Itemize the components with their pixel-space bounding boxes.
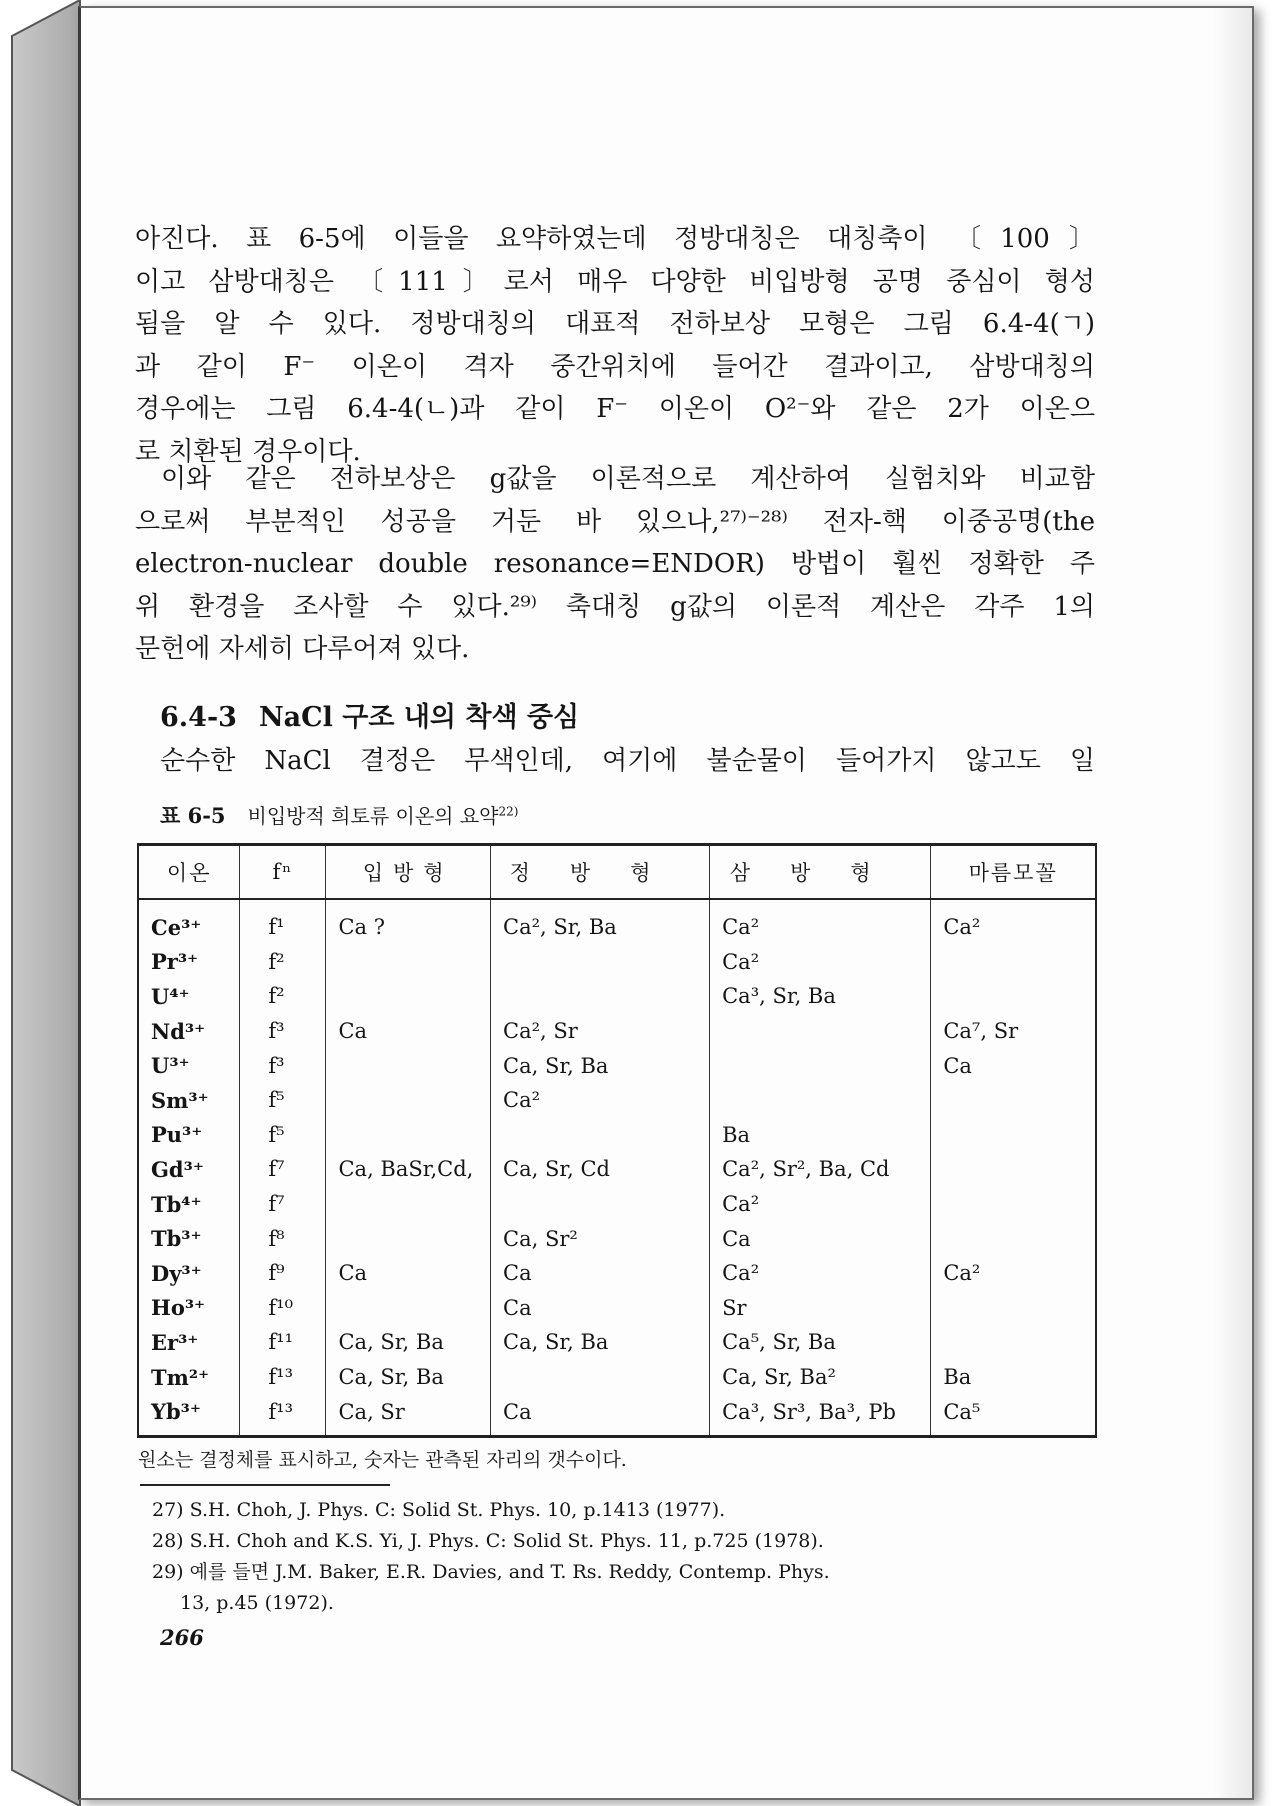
- table-row: [138, 1325, 1096, 1360]
- cell-ion: Pu³⁺: [138, 1118, 240, 1153]
- header-cubic: 입방형: [326, 845, 491, 900]
- cell-fn: f⁵: [240, 1118, 326, 1153]
- cell-fn: f²: [240, 979, 326, 1014]
- cell-trigonal: Ca⁵, Sr, Ba: [710, 1325, 931, 1360]
- cell-tetragonal: [491, 1187, 710, 1222]
- cell-ion: U³⁺: [138, 1048, 240, 1083]
- table-row: [138, 1187, 1096, 1222]
- cell-ion: Yb³⁺: [138, 1394, 240, 1436]
- cell-cubic: [326, 1187, 491, 1222]
- cell-rhombic: [931, 979, 1096, 1014]
- cell-trigonal: Ca, Sr, Ba²: [710, 1360, 931, 1395]
- cell-ion: U⁴⁺: [138, 979, 240, 1014]
- table-row: [138, 1014, 1096, 1049]
- footnote-28: 28) S.H. Choh and K.S. Yi, J. Phys. C: Solid St. Phys. 11, p.725 (1978).: [152, 1530, 824, 1552]
- cell-rhombic: [931, 1291, 1096, 1326]
- table-label: 표 6-5: [160, 803, 226, 828]
- text-line: 이고 삼방대칭은 〔111〕로서 매우 다양한 비입방형 공명 중심이 형성: [135, 266, 1095, 297]
- cell-ion: Er³⁺: [138, 1325, 240, 1360]
- cell-trigonal: Ca³, Sr³, Ba³, Pb: [710, 1394, 931, 1436]
- cell-cubic: Ca ?: [326, 899, 491, 945]
- table-caption-text: 비입방적 희토류 이온의 요약: [247, 804, 499, 828]
- rare-earth-ion-table: [137, 843, 1097, 1438]
- body-paragraph-1: [135, 218, 1095, 473]
- cell-fn: f⁷: [240, 1152, 326, 1187]
- section-intro: 순수한 NaCl 결정은 무색인데, 여기에 불순물이 들어가지 않고도 일: [160, 746, 1095, 776]
- table-caption-ref: 22): [498, 804, 519, 819]
- table-row: [138, 1291, 1096, 1326]
- cell-trigonal: Ca²: [710, 899, 931, 945]
- cell-ion: Tb³⁺: [138, 1221, 240, 1256]
- cell-cubic: Ca: [326, 1256, 491, 1291]
- cell-ion: Ce³⁺: [138, 899, 240, 945]
- text-line: 위 환경을 조사할 수 있다.²⁹⁾ 축대칭 g값의 이론적 계산은 각주 1의: [135, 591, 1095, 622]
- table-row: [138, 945, 1096, 980]
- cell-cubic: [326, 1291, 491, 1326]
- cell-rhombic: [931, 1221, 1096, 1256]
- cell-trigonal: Ca², Sr², Ba, Cd: [710, 1152, 931, 1187]
- cell-rhombic: Ca⁷, Sr: [931, 1014, 1096, 1049]
- cell-fn: f¹¹: [240, 1325, 326, 1360]
- cell-cubic: Ca, BaSr,Cd,: [326, 1152, 491, 1187]
- text-line: 이와 같은 전하보상은 g값을 이론적으로 계산하여 실험치와 비교함: [161, 464, 1095, 494]
- cell-rhombic: [931, 1152, 1096, 1187]
- cell-cubic: [326, 1118, 491, 1153]
- cell-rhombic: [931, 1187, 1096, 1222]
- cell-tetragonal: Ca, Sr, Ba: [491, 1325, 710, 1360]
- table-row: [138, 1221, 1096, 1256]
- table-row: [138, 1394, 1096, 1436]
- cell-rhombic: Ca⁵: [931, 1394, 1096, 1436]
- cell-ion: Tb⁴⁺: [138, 1187, 240, 1222]
- cell-ion: Ho³⁺: [138, 1291, 240, 1326]
- table-row: [138, 1152, 1096, 1187]
- cell-cubic: [326, 1083, 491, 1118]
- cell-trigonal: Ca²: [710, 945, 931, 980]
- text-line: 로 치환된 경우이다.: [135, 436, 361, 467]
- cell-trigonal: [710, 1014, 931, 1049]
- cell-tetragonal: Ca, Sr, Ba: [491, 1048, 710, 1083]
- table-row: [138, 1048, 1096, 1083]
- cell-tetragonal: Ca, Sr²: [491, 1221, 710, 1256]
- cell-tetragonal: [491, 1360, 710, 1395]
- cell-trigonal: [710, 1048, 931, 1083]
- section-title: NaCl 구조 내의 착색 중심: [258, 702, 580, 733]
- section-heading: [160, 695, 579, 734]
- cell-ion: Gd³⁺: [138, 1152, 240, 1187]
- footnote-27: 27) S.H. Choh, J. Phys. C: Solid St. Phys. 10, p.1413 (1977).: [152, 1499, 726, 1521]
- cell-ion: Nd³⁺: [138, 1014, 240, 1049]
- cell-ion: Sm³⁺: [138, 1083, 240, 1118]
- cell-trigonal: Ca²: [710, 1256, 931, 1291]
- cell-tetragonal: Ca: [491, 1291, 710, 1326]
- text-line: 문헌에 자세히 다루어져 있다.: [135, 634, 470, 664]
- cell-fn: f¹³: [240, 1394, 326, 1436]
- cell-ion: Dy³⁺: [138, 1256, 240, 1291]
- footnotes: [152, 1495, 830, 1619]
- cell-trigonal: Ba: [710, 1118, 931, 1153]
- cell-cubic: [326, 1221, 491, 1256]
- footnote-29: 29) 예를 들면 J.M. Baker, E.R. Davies, and T. Rs. Reddy, Contemp. Phys.: [152, 1561, 830, 1583]
- cell-ion: Pr³⁺: [138, 945, 240, 980]
- cell-tetragonal: Ca, Sr, Cd: [491, 1152, 710, 1187]
- cell-rhombic: Ca: [931, 1048, 1096, 1083]
- cell-tetragonal: Ca: [491, 1256, 710, 1291]
- cell-tetragonal: Ca², Sr, Ba: [491, 899, 710, 945]
- text-line: 으로써 부분적인 성공을 거둔 바 있으나,²⁷⁾⁻²⁸⁾ 전자-핵 이중공명(the: [135, 506, 1095, 537]
- header-tetragonal: 정방형: [491, 845, 710, 900]
- table-row: [138, 1360, 1096, 1395]
- cell-tetragonal: [491, 979, 710, 1014]
- cell-fn: f¹: [240, 899, 326, 945]
- cell-trigonal: Ca²: [710, 1187, 931, 1222]
- cell-rhombic: [931, 1325, 1096, 1360]
- page-edge-shade: [1212, 8, 1252, 1798]
- cell-tetragonal: [491, 1118, 710, 1153]
- header-trigonal: 삼방형: [710, 845, 931, 900]
- text-line: 경우에는 그림 6.4-4(ㄴ)과 같이 F⁻ 이온이 O²⁻와 같은 2가 이온으: [135, 394, 1095, 424]
- table-row: [138, 1118, 1096, 1153]
- text-line: 아진다. 표 6-5에 이들을 요약하였는데 정방대칭은 대칭축이 〔100〕: [135, 224, 1095, 254]
- cell-cubic: [326, 1048, 491, 1083]
- header-rhombic: 마름모꼴: [931, 845, 1096, 900]
- footnote-rule: [140, 1484, 390, 1486]
- footnote-29-cont: 13, p.45 (1972).: [180, 1592, 334, 1614]
- cell-rhombic: Ba: [931, 1360, 1096, 1395]
- cell-tetragonal: Ca²: [491, 1083, 710, 1118]
- cell-fn: f²: [240, 945, 326, 980]
- cell-fn: f³: [240, 1014, 326, 1049]
- text-line: electron-nuclear double resonance=ENDOR) 방법이 훨씬 정확한 주: [135, 549, 1095, 579]
- cell-rhombic: [931, 1118, 1096, 1153]
- cell-fn: f¹³: [240, 1360, 326, 1395]
- text-line: 됨을 알 수 있다. 정방대칭의 대표적 전하보상 모형은 그림 6.4-4(ㄱ): [135, 309, 1095, 339]
- cell-trigonal: Sr: [710, 1291, 931, 1326]
- cell-fn: f⁹: [240, 1256, 326, 1291]
- table-row: [138, 979, 1096, 1014]
- header-fn: fⁿ: [240, 845, 326, 900]
- table-caption: [160, 800, 518, 830]
- cell-rhombic: [931, 1083, 1096, 1118]
- cell-cubic: [326, 945, 491, 980]
- body-paragraph-2: [135, 458, 1095, 671]
- cell-trigonal: Ca³, Sr, Ba: [710, 979, 931, 1014]
- table-row: [138, 1083, 1096, 1118]
- cell-tetragonal: [491, 945, 710, 980]
- text-line: 과 같이 F⁻ 이온이 격자 중간위치에 들어간 결과이고, 삼방대칭의: [135, 351, 1095, 382]
- cell-rhombic: Ca²: [931, 1256, 1096, 1291]
- cell-fn: f⁸: [240, 1221, 326, 1256]
- cell-tetragonal: Ca², Sr: [491, 1014, 710, 1049]
- cell-cubic: Ca: [326, 1014, 491, 1049]
- cell-trigonal: [710, 1083, 931, 1118]
- table-header-row: [138, 845, 1096, 900]
- cell-trigonal: Ca: [710, 1221, 931, 1256]
- cell-cubic: [326, 979, 491, 1014]
- cell-tetragonal: Ca: [491, 1394, 710, 1436]
- cell-cubic: Ca, Sr, Ba: [326, 1325, 491, 1360]
- cell-rhombic: [931, 945, 1096, 980]
- table-row: [138, 899, 1096, 945]
- table-row: [138, 1256, 1096, 1291]
- cell-cubic: Ca, Sr, Ba: [326, 1360, 491, 1395]
- cell-fn: f³: [240, 1048, 326, 1083]
- table-note: 원소는 결정체를 표시하고, 숫자는 관측된 자리의 갯수이다.: [138, 1449, 627, 1471]
- cell-rhombic: Ca²: [931, 899, 1096, 945]
- section-number: 6.4-3: [160, 702, 237, 733]
- header-ion: 이온: [138, 845, 240, 900]
- cell-fn: f⁵: [240, 1083, 326, 1118]
- cell-cubic: Ca, Sr: [326, 1394, 491, 1436]
- cell-fn: f⁷: [240, 1187, 326, 1222]
- cell-ion: Tm²⁺: [138, 1360, 240, 1395]
- cell-fn: f¹⁰: [240, 1291, 326, 1326]
- book-spine: [0, 0, 82, 1806]
- page-number: 266: [160, 1625, 204, 1650]
